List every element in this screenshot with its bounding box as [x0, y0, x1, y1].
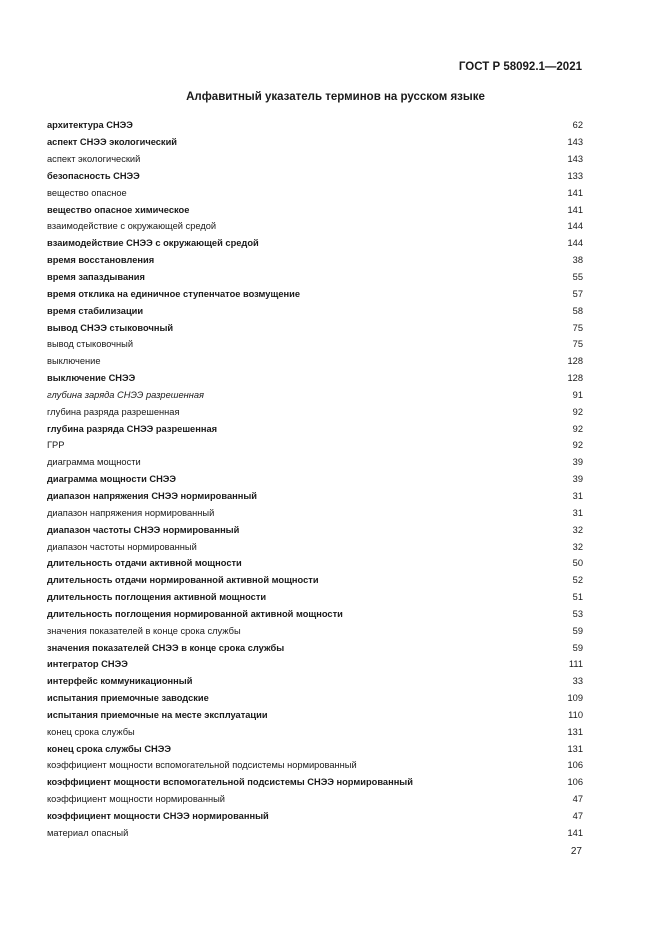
- entry-term: испытания приемочные заводские: [47, 693, 209, 704]
- index-entry: [47, 555, 583, 572]
- index-entry: [47, 504, 583, 521]
- entry-term: диапазон напряжения СНЭЭ нормированный: [47, 490, 258, 501]
- index-entry: [47, 218, 583, 235]
- entry-page: 75: [572, 339, 583, 350]
- index-entry: [47, 690, 583, 707]
- entry-page: 31: [572, 490, 583, 501]
- entry-page: 59: [572, 642, 583, 653]
- page-number: 27: [570, 846, 582, 857]
- index-entry: [47, 151, 583, 168]
- index-entry: [47, 639, 583, 656]
- entry-page: 92: [572, 440, 583, 451]
- entry-page: 32: [572, 524, 583, 535]
- index-entry: [47, 420, 583, 437]
- index-entry: [47, 488, 583, 505]
- entry-term: испытания приемочные на месте эксплуатации: [47, 709, 268, 720]
- entry-page: 128: [567, 356, 583, 367]
- index-entry: [47, 117, 583, 134]
- entry-term: аспект СНЭЭ экологический: [47, 137, 178, 148]
- entry-page: 62: [572, 120, 583, 131]
- index-entry: [47, 471, 583, 488]
- entry-page: 33: [572, 676, 583, 687]
- entry-page: 39: [572, 474, 583, 485]
- index-entry: [47, 673, 583, 690]
- entry-term: выключение: [47, 356, 101, 367]
- entry-term: выключение СНЭЭ: [47, 373, 136, 384]
- index-entry: [47, 572, 583, 589]
- entry-term: диаграмма мощности: [47, 457, 141, 468]
- entry-term: интерфейс коммуникационный: [47, 676, 193, 687]
- entry-page: 110: [568, 709, 583, 720]
- entry-term: коэффициент мощности нормированный: [47, 794, 225, 805]
- entry-term: длительность отдачи активной мощности: [47, 558, 242, 569]
- entry-page: 58: [572, 305, 583, 316]
- entry-term: вещество опасное химическое: [47, 204, 190, 215]
- entry-page: 31: [572, 507, 583, 518]
- entry-page: 141: [567, 187, 583, 198]
- index-entry: [47, 168, 583, 185]
- index-entry: [47, 353, 583, 370]
- entry-page: 143: [567, 137, 583, 148]
- index-entry: [47, 824, 583, 841]
- entry-term: коэффициент мощности вспомогательной подсистемы нормированный: [47, 760, 357, 771]
- entry-page: 133: [567, 170, 583, 181]
- entry-term: взаимодействие с окружающей средой: [47, 221, 217, 232]
- entry-term: глубина разряда СНЭЭ разрешенная: [47, 423, 218, 434]
- entry-page: 141: [567, 827, 583, 838]
- entry-page: 111: [568, 659, 583, 670]
- entry-page: 38: [572, 255, 583, 266]
- entry-term: коэффициент мощности СНЭЭ нормированный: [47, 811, 269, 822]
- entry-page: 92: [572, 423, 583, 434]
- entry-term: время стабилизации: [47, 305, 144, 316]
- index-entry: [47, 403, 583, 420]
- entry-term: аспект экологический: [47, 154, 141, 165]
- entry-term: диапазон напряжения нормированный: [47, 507, 215, 518]
- entry-page: 47: [572, 794, 583, 805]
- index-entry: [47, 589, 583, 606]
- index-entry: [47, 622, 583, 639]
- entry-page: 92: [572, 406, 583, 417]
- index-entry: [47, 605, 583, 622]
- entry-page: 50: [572, 558, 583, 569]
- entry-page: 51: [572, 592, 583, 603]
- entry-page: 106: [567, 777, 583, 788]
- index-entry: [47, 723, 583, 740]
- entry-term: время отклика на единичное ступенчатое возмущение: [47, 288, 300, 299]
- entry-term: безопасность СНЭЭ: [47, 170, 140, 181]
- index-entry: [47, 302, 583, 319]
- index-entry: [47, 538, 583, 555]
- index-entry: [47, 201, 583, 218]
- index-entry: [47, 370, 583, 387]
- index-entry: [47, 319, 583, 336]
- index-entry: [47, 521, 583, 538]
- entry-page: 141: [567, 204, 583, 215]
- entry-page: 143: [567, 154, 583, 165]
- entry-term: вещество опасное: [47, 187, 127, 198]
- index-entry: [47, 252, 583, 269]
- entry-term: диапазон частоты нормированный: [47, 541, 197, 552]
- index-entry: [47, 454, 583, 471]
- index-entry: [47, 387, 583, 404]
- index-entry: [47, 269, 583, 286]
- index-entry: [47, 184, 583, 201]
- index-title: Алфавитный указатель терминов на русском языке: [186, 91, 485, 103]
- index-entry: [47, 774, 583, 791]
- entry-term: коэффициент мощности вспомогательной подсистемы СНЭЭ нормированный: [47, 777, 413, 788]
- entry-term: длительность отдачи нормированной активной мощности: [47, 575, 319, 586]
- index-list: [47, 117, 583, 841]
- entry-term: интегратор СНЭЭ: [47, 659, 128, 670]
- entry-term: значения показателей СНЭЭ в конце срока службы: [47, 642, 285, 653]
- entry-page: 144: [567, 221, 583, 232]
- entry-page: 144: [567, 238, 583, 249]
- index-entry: [47, 336, 583, 353]
- entry-term: время запаздывания: [47, 272, 145, 283]
- index-entry: [47, 757, 583, 774]
- entry-page: 106: [567, 760, 583, 771]
- entry-term: глубина заряда СНЭЭ разрешенная: [47, 389, 205, 400]
- entry-term: глубина разряда разрешенная: [47, 406, 180, 417]
- entry-page: 53: [572, 608, 583, 619]
- entry-page: 39: [572, 457, 583, 468]
- index-entry: [47, 437, 583, 454]
- index-entry: [47, 134, 583, 151]
- entry-page: 128: [567, 373, 583, 384]
- entry-term: материал опасный: [47, 827, 129, 838]
- entry-term: диаграмма мощности СНЭЭ: [47, 474, 177, 485]
- entry-page: 131: [567, 726, 583, 737]
- entry-page: 109: [567, 693, 583, 704]
- index-entry: [47, 285, 583, 302]
- entry-term: взаимодействие СНЭЭ с окружающей средой: [47, 238, 259, 249]
- entry-term: архитектура СНЭЭ: [47, 120, 133, 131]
- entry-page: 32: [572, 541, 583, 552]
- entry-page: 75: [572, 322, 583, 333]
- entry-term: конец срока службы СНЭЭ: [47, 743, 171, 754]
- entry-term: вывод СНЭЭ стыковочный: [47, 322, 174, 333]
- index-entry: [47, 656, 583, 673]
- index-entry: [47, 740, 583, 757]
- entry-page: 59: [572, 625, 583, 636]
- index-entry: [47, 707, 583, 724]
- entry-term: длительность поглощения нормированной активной мощности: [47, 608, 343, 619]
- index-entry: [47, 235, 583, 252]
- entry-page: 57: [572, 288, 583, 299]
- entry-term: значения показателей в конце срока службы: [47, 625, 241, 636]
- entry-term: время восстановления: [47, 255, 155, 266]
- entry-term: ГРР: [47, 440, 65, 451]
- entry-page: 91: [572, 389, 583, 400]
- index-entry: [47, 808, 583, 825]
- index-entry: [47, 791, 583, 808]
- entry-page: 52: [572, 575, 583, 586]
- entry-term: вывод стыковочный: [47, 339, 134, 350]
- entry-page: 47: [572, 811, 583, 822]
- entry-term: длительность поглощения активной мощности: [47, 592, 267, 603]
- document-code: ГОСТ Р 58092.1—2021: [458, 61, 582, 73]
- entry-term: диапазон частоты СНЭЭ нормированный: [47, 524, 240, 535]
- entry-term: конец срока службы: [47, 726, 135, 737]
- entry-page: 55: [572, 272, 583, 283]
- entry-page: 131: [567, 743, 583, 754]
